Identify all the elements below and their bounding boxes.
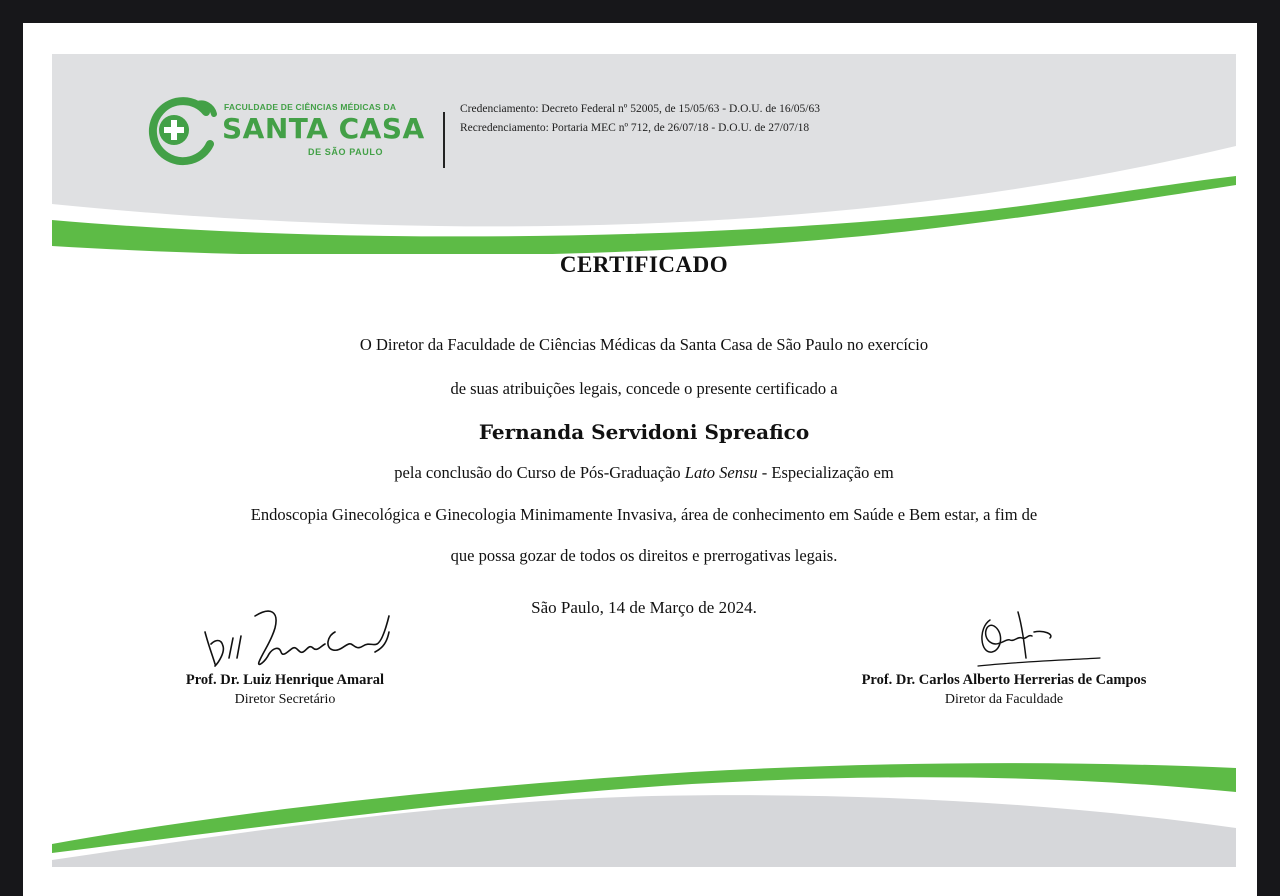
course-text-after: - Especialização em	[757, 463, 894, 482]
certificate-card	[52, 54, 1236, 867]
body-line-6: que possa gozar de todos os direitos e prerrogativas legais.	[450, 546, 838, 565]
body-line-4	[52, 463, 1236, 483]
handwritten-signature-left	[175, 602, 395, 674]
issue-date: São Paulo, 14 de Março de 2024.	[531, 598, 757, 617]
logo-line2: SANTA CASA	[222, 112, 425, 145]
signatory-name-right: Prof. Dr. Carlos Alberto Herrerias de Campos	[861, 672, 1147, 688]
body-line-5: Endoscopia Ginecológica e Ginecologia Minimamente Invasiva, área de conhecimento em Saúde e Bem estar, a fim de	[250, 505, 1038, 524]
signature-block-right	[844, 602, 1164, 708]
bottom-decorative-wave	[52, 730, 1236, 867]
logo-line3: DE SÃO PAULO	[308, 147, 384, 157]
handwritten-signature-right	[894, 602, 1114, 674]
header-divider	[443, 112, 445, 168]
course-type-italic: Lato Sensu	[684, 463, 758, 482]
certificate-title: CERTIFICADO	[559, 252, 729, 277]
signature-block-left	[125, 602, 445, 708]
cross-emblem-icon	[148, 96, 218, 168]
logo-line1: FACULDADE DE CIÊNCIAS MÉDICAS DA	[224, 102, 397, 112]
santa-casa-logo	[148, 96, 425, 168]
recipient-name: Fernanda Servidoni Spreafico	[478, 420, 810, 444]
body-line-1: O Diretor da Faculdade de Ciências Médicas da Santa Casa de São Paulo no exercício	[359, 335, 929, 354]
recredenciamento-text: Recredenciamento: Portaria MEC nº 712, de 26/07/18 - D.O.U. de 27/07/18	[460, 122, 810, 134]
signatory-name-left: Prof. Dr. Luiz Henrique Amaral	[185, 672, 385, 688]
body-line-2: de suas atribuições legais, concede o presente certificado a	[450, 379, 838, 398]
certificate-page	[23, 23, 1257, 896]
course-text-before: pela conclusão do Curso de Pós-Graduação	[394, 463, 685, 482]
credenciamento-text: Credenciamento: Decreto Federal nº 52005, de 15/05/63 - D.O.U. de 16/05/63	[460, 103, 820, 115]
signatory-role-left: Diretor Secretário	[234, 692, 336, 707]
signatory-role-right: Diretor da Faculdade	[944, 692, 1064, 707]
